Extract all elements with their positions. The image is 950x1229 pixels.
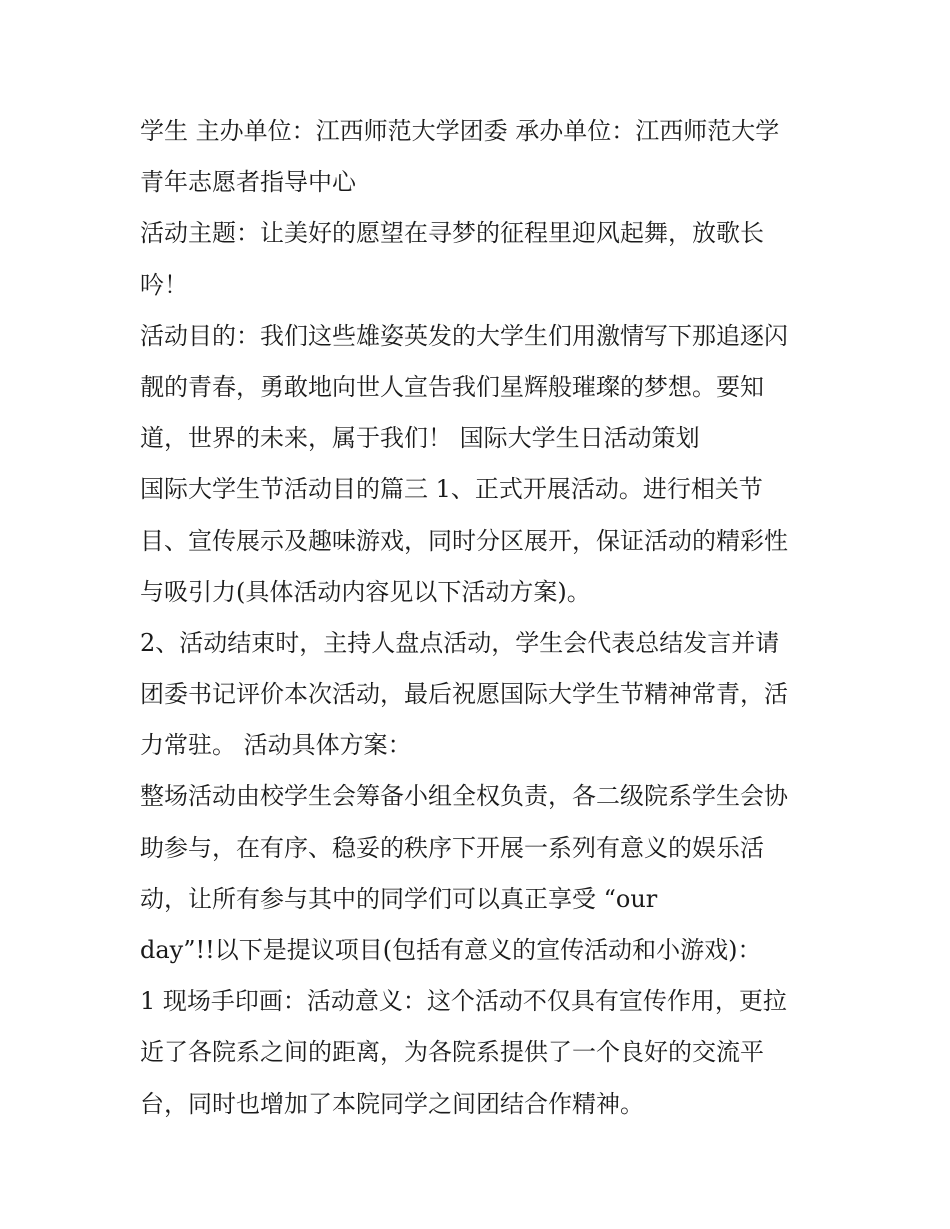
text-line: 青年志愿者指导中心 bbox=[140, 168, 356, 197]
text-line: 学生 主办单位：江西师范大学团委 承办单位：江西师范大学 bbox=[140, 117, 780, 145]
text-line: 吟！ bbox=[140, 270, 188, 299]
text-line: 助参与，在有序、稳妥的秩序下开展一系列有意义的娱乐活 bbox=[140, 833, 764, 862]
text-line: 整场活动由校学生会筹备小组全权负责，各二级院系学生会协 bbox=[140, 782, 788, 811]
text-line: day”!!以下是提议项目(包括有意义的宣传活动和小游戏)： bbox=[140, 936, 762, 964]
text-line: 目、宣传展示及趣味游戏，同时分区展开，保证活动的精彩性 bbox=[140, 526, 788, 555]
text-line: 与吸引力(具体活动内容见以下活动方案)。 bbox=[140, 577, 591, 606]
text-line: 活动主题：让美好的愿望在寻梦的征程里迎风起舞，放歌长 bbox=[140, 219, 764, 248]
text-line: 力常驻。 活动具体方案： bbox=[140, 731, 412, 760]
text-line: 近了各院系之间的距离，为各院系提供了一个良好的交流平 bbox=[140, 1038, 764, 1067]
document-body bbox=[140, 106, 820, 1130]
text-line: 道，世界的未来，属于我们！ 国际大学生日活动策划 bbox=[140, 424, 700, 453]
text-line: 团委书记评价本次活动，最后祝愿国际大学生节精神常青，活 bbox=[140, 680, 788, 709]
text-line: 靓的青春，勇敢地向世人宣告我们星辉般璀璨的梦想。要知 bbox=[140, 372, 764, 401]
text-line: 1 现场手印画：活动意义：这个活动不仅具有宣传作用，更拉 bbox=[140, 987, 787, 1016]
text-line: 国际大学生节活动目的篇三 1、正式开展活动。进行相关节 bbox=[140, 475, 763, 504]
text-line: 台，同时也增加了本院同学之间团结合作精神。 bbox=[140, 1089, 644, 1118]
text-line: 活动目的：我们这些雄姿英发的大学生们用激情写下那追逐闪 bbox=[140, 321, 788, 350]
text-line: 2、活动结束时，主持人盘点活动，学生会代表总结发言并请 bbox=[140, 628, 780, 657]
text-line: 动，让所有参与其中的同学们可以真正享受 “our bbox=[140, 884, 658, 913]
